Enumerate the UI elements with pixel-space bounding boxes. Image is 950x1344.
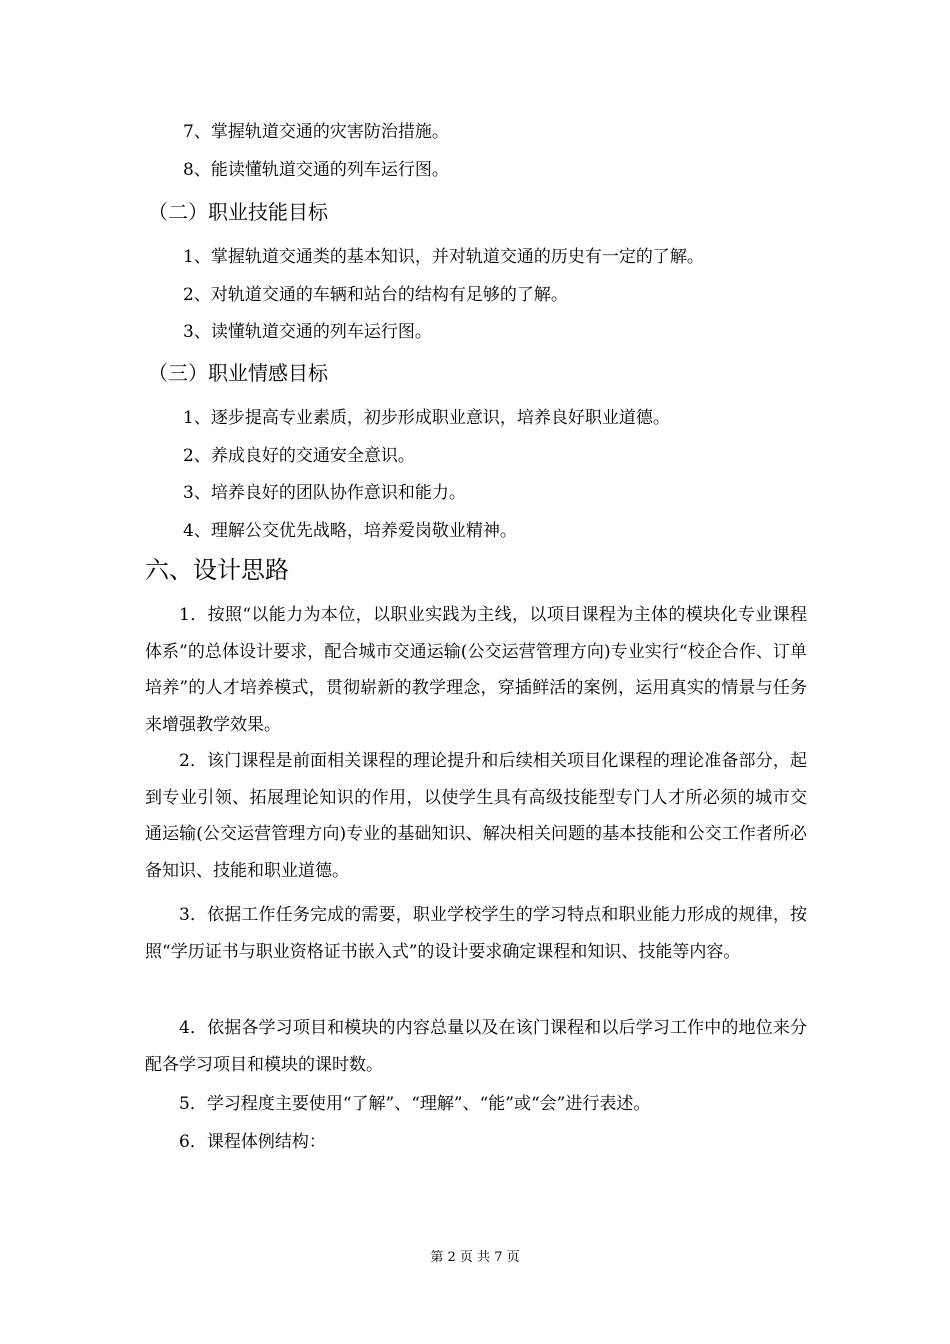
page-footer: 第 2 页 共 7 页 [430, 1250, 520, 1265]
skills-item-3: 3、读懂轨道交通的列车运行图。 [183, 322, 432, 342]
skills-item-2: 2、对轨道交通的车辆和站台的结构有足够的了解。 [183, 285, 568, 305]
design-paragraph-3: 3．依据工作任务完成的需要，职业学校学生的学习特点和职业能力形成的规律，按照“学历证书与职业资格证书嵌入式”的设计要求确定课程和知识、技能等内容。 [145, 905, 807, 962]
design-paragraph-4: 4．依据各学习项目和模块的内容总量以及在该门课程和以后学习工作中的地位来分配各学习项目和模块的课时数。 [145, 1018, 807, 1075]
design-paragraph-1: 1．按照“以能力为本位，以职业实践为主线，以项目课程为主体的模块化专业课程体系”的总体设计要求，配合城市交通运输(公交运营管理方向)专业实行“校企合作、订单培养”的人才培养模式，贯彻崭新的教学理念，穿插鲜活的案例，运用真实的情景与任务来增强教学效果。 [145, 605, 807, 735]
skills-item-1: 1、掌握轨道交通类的基本知识，并对轨道交通的历史有一定的了解。 [183, 247, 704, 267]
emotion-item-3: 3、培养良好的团队协作意识和能力。 [183, 483, 466, 503]
emotion-item-1: 1、逐步提高专业素质，初步形成职业意识，培养良好职业道德。 [183, 408, 670, 428]
design-paragraph-5: 5．学习程度主要使用“了解”、“理解”、“能”或“会”进行表述。 [179, 1094, 651, 1114]
knowledge-item-7: 7、掌握轨道交通的灾害防治措施。 [183, 122, 449, 142]
knowledge-item-8: 8、能读懂轨道交通的列车运行图。 [183, 160, 449, 180]
emotion-heading: （三）职业情感目标 [148, 361, 328, 385]
design-paragraph-6: 6．课程体例结构： [179, 1132, 326, 1152]
emotion-item-4: 4、理解公交优先战略，培养爱岗敬业精神。 [183, 521, 517, 541]
skills-heading: （二）职业技能目标 [148, 200, 328, 224]
design-paragraph-2: 2．该门课程是前面相关课程的理论提升和后续相关项目化课程的理论准备部分，起到专业引领、拓展理论知识的作用，以使学生具有高级技能型专门人才所必须的城市交通运输(公交运营管理方向)专业的基础知识、解决相关问题的基本技能和公交工作者所必备知识、技能和职业道德。 [145, 751, 807, 881]
design-heading: 六、设计思路 [145, 556, 289, 584]
emotion-item-2: 2、养成良好的交通安全意识。 [183, 446, 415, 466]
